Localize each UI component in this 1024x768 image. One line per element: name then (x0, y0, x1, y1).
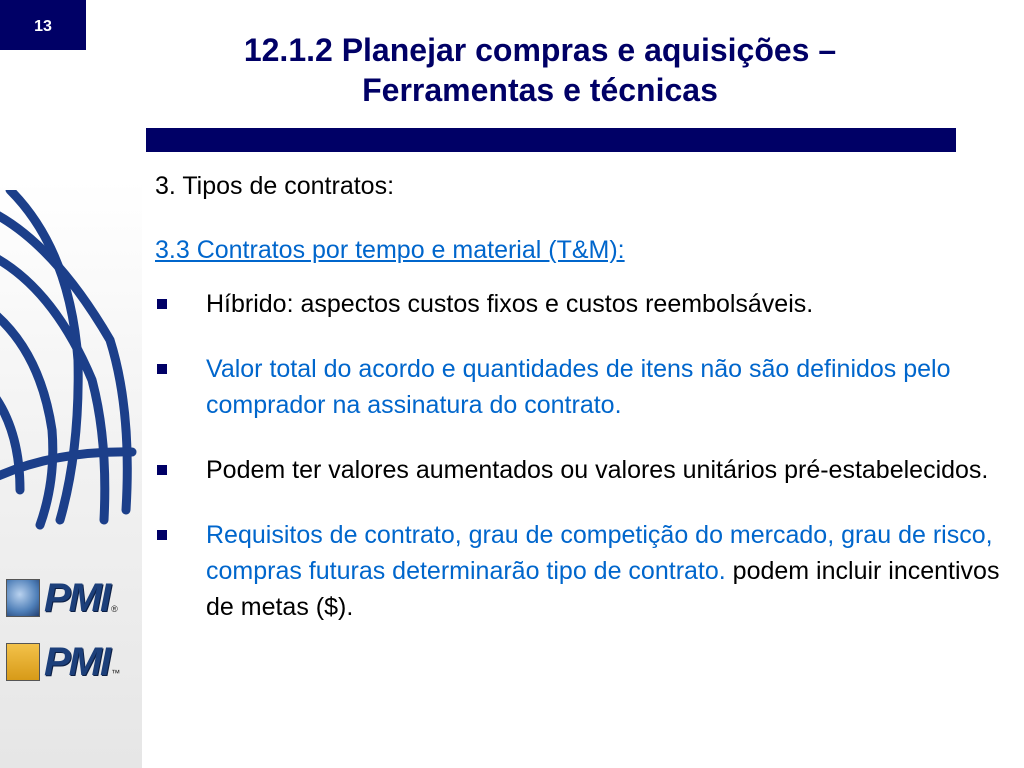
trademark-mark: ™ (111, 668, 121, 678)
bullet-item-3-text: Podem ter valores aumentados ou valores unitários pré-estabelecidos. (206, 456, 989, 484)
square-bullet-icon (157, 465, 167, 475)
square-bullet-icon (157, 530, 167, 540)
bullet-item-4-tail: podem incluir incentivos de metas ($). (206, 557, 1000, 621)
globe-arcs-icon (0, 190, 142, 530)
title-underline-bar (146, 128, 956, 152)
slide-title-line-1: 12.1.2 Planejar compras e aquisições – (243, 32, 837, 68)
slide-content (155, 168, 1005, 654)
bullet-item-4 (155, 517, 1005, 625)
bullet-list (155, 286, 1005, 625)
square-bullet-icon (157, 299, 167, 309)
slide-title (150, 30, 930, 110)
cross-emblem-icon (6, 643, 40, 681)
bullet-item-2-text: Valor total do acordo e quantidades de itens não são definidos pelo comprador na assinatura do contrato. (206, 355, 951, 419)
globe-icon (6, 579, 40, 617)
bullet-item-1 (155, 286, 1005, 322)
registered-mark: ® (111, 604, 118, 614)
subsection-link[interactable]: 3.3 Contratos por tempo e material (T&M): (155, 236, 625, 264)
bullet-item-1-text: Híbrido: aspectos custos fixos e custos reembolsáveis. (206, 290, 814, 318)
bullet-item-2 (155, 351, 1005, 423)
slide-number (0, 0, 86, 50)
pmi-logo-1 (6, 575, 134, 620)
pmi-logo-2 (6, 639, 134, 684)
section-heading: 3. Tipos de contratos: (155, 172, 395, 200)
bullet-item-3 (155, 452, 1005, 488)
square-bullet-icon (157, 364, 167, 374)
pmi-logo-1-letters: PMI (44, 575, 110, 620)
slide-title-line-2: Ferramentas e técnicas (362, 72, 718, 108)
bullet-item-4-text: Requisitos de contrato, grau de competição do mercado, grau de risco, compras futuras determinarão tipo de contrato. (206, 521, 993, 585)
slide-number-text: 13 (34, 18, 52, 35)
pmi-logo-2-letters: PMI (44, 639, 110, 684)
